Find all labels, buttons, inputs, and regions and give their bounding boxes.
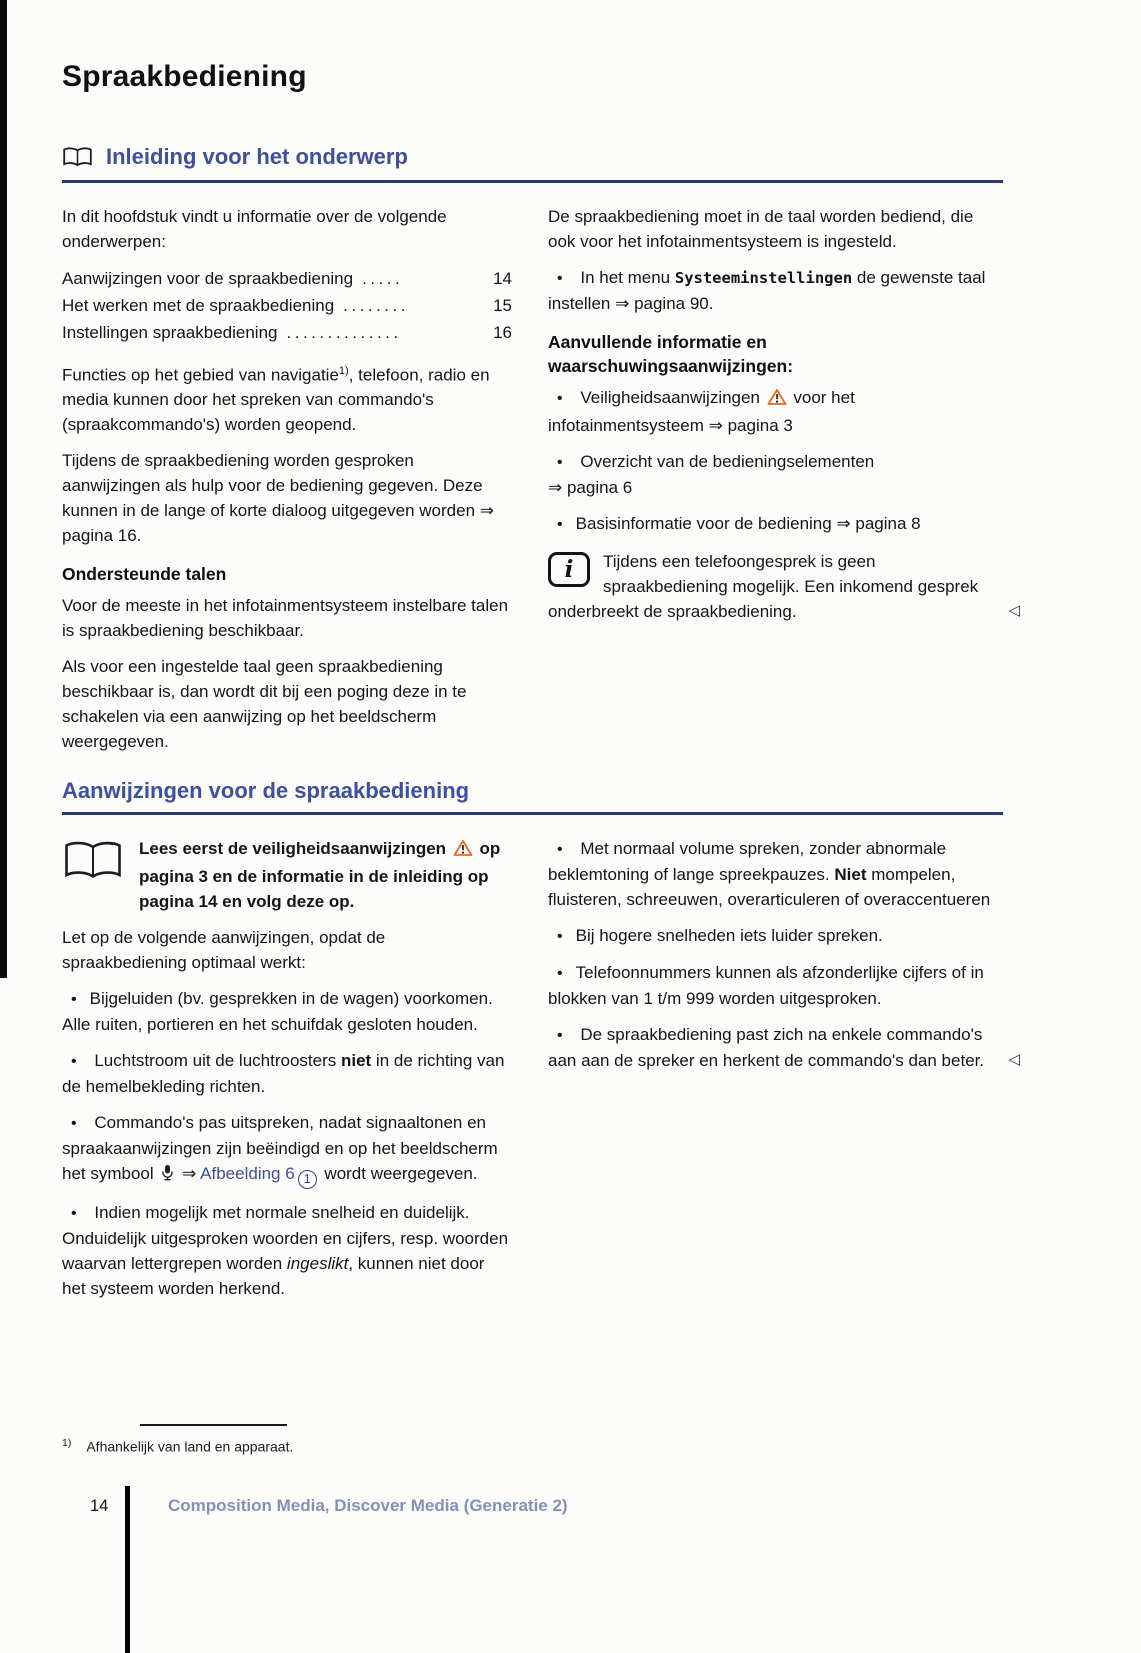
voice-command-icon (161, 1163, 174, 1188)
open-book-icon (62, 839, 124, 889)
menu-name-text: Systeeminstellingen (674, 268, 853, 287)
hints-right-column (548, 836, 1020, 1312)
section-end-marker: ◁ (1008, 601, 1020, 619)
text-run: mompelen, fluisteren, schreeuwen, overarticuleren of overaccentueren (548, 864, 991, 909)
toc-page-number: 15 (493, 295, 512, 315)
footnote-marker: 1) (62, 1437, 72, 1449)
heading-rule (62, 812, 1003, 815)
note-text: Tijdens een telefoongesprek is geen spraakbediening mogelijk. Een inkomend gesprek onderbreekt de spraakbediening. (548, 551, 979, 621)
bullet-item (548, 449, 1003, 500)
footnote-text: Afhankelijk van land en apparaat. (86, 1438, 294, 1455)
intro-lead-paragraph: In dit hoofdstuk vindt u informatie over de volgende onderwerpen: (62, 206, 447, 251)
text-run: De spraakbediening past zich na enkele commando's aan aan de spreker en herkent de commando's dan beter. (548, 1024, 985, 1070)
info-icon-glyph: i (564, 555, 574, 583)
heading-rule (62, 180, 1003, 183)
text-run: voor het infotainmentsysteem ⇒ pagina 3 (548, 387, 855, 435)
text-run: , kunnen niet door het systeem worden herkend. (62, 1253, 485, 1298)
text-run: , telefoon, radio en media kunnen door het spreken van commando's (spraakcommando's) worden geopend. (62, 365, 490, 435)
toc-leader-dots: .............. (286, 322, 402, 342)
intro-left-column (62, 204, 512, 766)
footer-divider-bar (125, 1486, 130, 1653)
info-note (548, 549, 1020, 624)
text-run: in de richting van de hemelbekleding richten. (62, 1050, 505, 1096)
text-run: ⇒ pagina 6 (548, 477, 633, 497)
info-icon (548, 552, 590, 587)
hints-columns (62, 836, 1020, 1312)
warning-triangle-icon (767, 388, 787, 413)
emphasis-text: niet (340, 1050, 372, 1070)
page-title: Spraakbediening (62, 60, 307, 93)
page-number: 14 (90, 1497, 109, 1515)
paragraph: Als voor een ingestelde taal geen spraakbediening beschikbaar is, dan wordt dit bij een poging deze in te schakelen via een aanwijzing op het beeldscherm weergegeven. (62, 657, 467, 752)
paragraph: De spraakbediening moet in de taal worden bediend, die ook voor het infotainmentsysteem is ingesteld. (548, 206, 974, 251)
subheading-supported-languages: Ondersteunde talen (62, 564, 227, 585)
text-run: de gewenste taal instellen ⇒ pagina 90. (548, 267, 986, 313)
section-end-marker: ◁ (1008, 1050, 1020, 1068)
text-run: Veiligheidsaanwijzingen (580, 387, 765, 407)
warning-triangle-icon (453, 839, 473, 864)
bullet-item: • Bijgeluiden (bv. gesprekken in de wagen) voorkomen. Alle ruiten, portieren en het schuifdak gesloten houden. (62, 986, 512, 1037)
text-run: Commando's pas uitspreken, nadat signaaltonen en spraakaanwijzingen zijn beëindigd en op het beeldscherm het symbool (62, 1112, 498, 1183)
callout-number-1: 1 (298, 1170, 317, 1189)
section-heading-row (62, 142, 1003, 172)
toc-leader-dots: ..... (362, 268, 404, 288)
section-heading-hints: Aanwijzingen voor de spraakbediening (62, 778, 470, 803)
italic-text: ingeslikt (286, 1253, 349, 1273)
text-run: op pagina 3 en de informatie in de inleiding op pagina 14 en volg deze op. (139, 838, 501, 911)
bullet-item (548, 265, 1003, 316)
paragraph (62, 359, 512, 438)
bullet-item: • Basisinformatie voor de bediening ⇒ pagina 8 (548, 511, 1003, 537)
intro-columns (62, 204, 1020, 766)
footnote-rule (140, 1424, 287, 1426)
bullet-item (548, 1022, 1020, 1073)
section-introduction (62, 142, 1020, 765)
text-run: wordt weergegeven. (319, 1163, 478, 1183)
bullet-item: • Bij hogere snelheden iets luider spreken. (548, 923, 1003, 949)
text-run: Overzicht van de bedieningselementen (580, 451, 875, 471)
paragraph: Tijdens de spraakbediening worden gesproken aanwijzingen als hulp voor de bediening gegeven. Deze kunnen in de lange of korte dialoog uitgegeven worden ⇒ pagina 16. (62, 451, 494, 546)
emphasis-text: Niet (834, 864, 867, 884)
bullet-item (62, 1200, 512, 1301)
bullet-item (548, 836, 1003, 912)
paragraph: Voor de meeste in het infotainmentsysteem instelbare talen is spraakbediening beschikbaar. (62, 596, 509, 641)
figure-reference: Afbeelding 6 (200, 1163, 295, 1183)
toc-label: Aanwijzingen voor de spraakbediening (62, 268, 354, 288)
toc-entry (62, 265, 512, 292)
text-run: Functies op het gebied van navigatie (62, 365, 339, 385)
toc-label: Instellingen spraakbediening (62, 322, 278, 342)
toc-page-number: 14 (493, 268, 512, 288)
footer-manual-title: Composition Media, Discover Media (Generatie 2) (168, 1496, 568, 1515)
bullet-item (62, 1110, 512, 1189)
hints-left-column (62, 836, 512, 1312)
text-run: In het menu (580, 267, 675, 287)
section-hints (62, 778, 1020, 1312)
chapter-toc (62, 265, 512, 346)
footnote (62, 1437, 293, 1455)
toc-label: Het werken met de spraakbediening (62, 295, 335, 315)
bullet-item (62, 1048, 512, 1099)
text-run: ⇒ (177, 1163, 201, 1183)
subheading-additional-info: Aanvullende informatie en waarschuwingsaanwijzingen: (548, 331, 794, 376)
intro-right-column (548, 204, 1020, 766)
scan-edge-artifact (0, 0, 7, 978)
bullet-item: • Telefoonnummers kunnen als afzonderlijke cijfers of in blokken van 1 t/m 999 worden uitgesproken. (548, 960, 1003, 1011)
toc-leader-dots: ........ (343, 295, 409, 315)
toc-entry (62, 292, 512, 319)
open-book-icon (62, 146, 93, 168)
bullet-item (548, 385, 1003, 438)
section-heading-intro: Inleiding voor het onderwerp (106, 144, 408, 169)
text-run: Indien mogelijk met normale snelheid en duidelijk. Onduidelijk uitgesproken woorden en cijfers, resp. woorden waarvan lettergrepen worden (62, 1202, 509, 1273)
footnote-reference: 1) (338, 364, 349, 377)
text-run: Lees eerst de veiligheidsaanwijzingen (139, 838, 451, 858)
toc-page-number: 16 (493, 322, 512, 342)
safety-lead-paragraph (62, 836, 512, 914)
toc-entry (62, 319, 512, 346)
text-run: Luchtstroom uit de luchtroosters (94, 1050, 341, 1070)
paragraph: Let op de volgende aanwijzingen, opdat de spraakbediening optimaal werkt: (62, 927, 386, 972)
text-run: Met normaal volume spreken, zonder abnormale beklemtoning of lange spreekpauzes. (548, 838, 947, 884)
